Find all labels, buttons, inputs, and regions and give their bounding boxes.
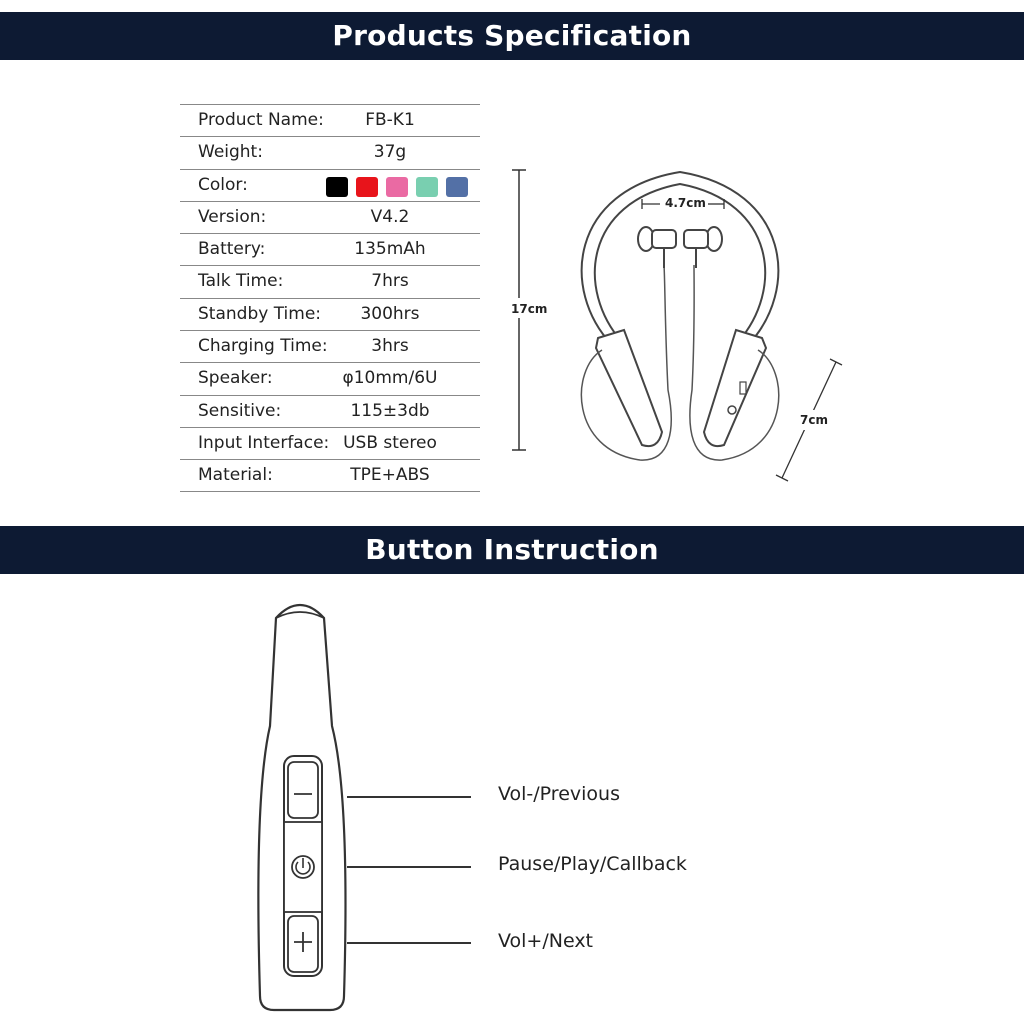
spec-label: Version: bbox=[198, 206, 267, 227]
spec-value: USB stereo bbox=[343, 432, 437, 453]
spec-row bbox=[180, 395, 480, 427]
color-swatches bbox=[326, 177, 468, 197]
spec-value: 3hrs bbox=[371, 336, 409, 357]
spec-label: Sensitive: bbox=[198, 400, 282, 421]
spec-value: FB-K1 bbox=[365, 110, 415, 130]
spec-label: Battery: bbox=[198, 239, 266, 260]
spec-value: 115±3db bbox=[350, 400, 430, 421]
spec-row bbox=[180, 427, 480, 459]
spec-row bbox=[180, 233, 480, 265]
spec-label: Weight: bbox=[198, 142, 263, 163]
depth-dimension-cap bbox=[776, 475, 788, 481]
spec-row bbox=[180, 362, 480, 394]
left-control-body bbox=[596, 330, 662, 446]
color-swatch-mint bbox=[416, 177, 438, 197]
pause-play-label: Pause/Play/Callback bbox=[498, 853, 687, 875]
spec-value: 135mAh bbox=[354, 239, 426, 260]
height-dimension-label: 17cm bbox=[511, 302, 548, 316]
depth-dimension-label: 7cm bbox=[800, 413, 828, 427]
spec-label: Color: bbox=[198, 174, 248, 195]
callout-line bbox=[347, 866, 471, 868]
right-control-body bbox=[704, 330, 766, 446]
spec-label: Input Interface: bbox=[198, 432, 330, 453]
color-swatch-red bbox=[356, 177, 378, 197]
spec-row bbox=[180, 136, 480, 168]
volume-down-button[interactable] bbox=[288, 762, 318, 818]
spec-label: Speaker: bbox=[198, 368, 273, 389]
color-swatch-pink bbox=[386, 177, 408, 197]
spec-row bbox=[180, 169, 480, 201]
color-swatch-blue bbox=[446, 177, 468, 197]
volume-up-button[interactable] bbox=[288, 916, 318, 972]
spec-row bbox=[180, 104, 480, 136]
spec-row bbox=[180, 459, 480, 491]
button-title: Button Instruction bbox=[365, 533, 659, 566]
spec-label: Product Name: bbox=[198, 110, 324, 130]
spec-title: Products Specification bbox=[332, 19, 692, 52]
spec-value: φ10mm/6U bbox=[342, 368, 438, 389]
spec-label: Material: bbox=[198, 465, 273, 486]
spec-value: 300hrs bbox=[360, 303, 420, 324]
spec-label: Talk Time: bbox=[198, 271, 284, 292]
spec-row bbox=[180, 201, 480, 233]
spec-value: 37g bbox=[373, 142, 407, 163]
spec-value: V4.2 bbox=[370, 206, 410, 227]
callout-line bbox=[347, 796, 471, 798]
power-button[interactable] bbox=[284, 822, 322, 912]
vol-up-label: Vol+/Next bbox=[498, 930, 594, 952]
spec-row bbox=[180, 298, 480, 330]
spec-label: Charging Time: bbox=[198, 336, 328, 357]
spec-row bbox=[180, 265, 480, 297]
button-title-banner bbox=[0, 526, 1024, 574]
spec-row bbox=[180, 330, 480, 362]
right-earbud-icon bbox=[684, 227, 722, 268]
left-earbud-icon bbox=[638, 227, 676, 268]
spec-value: TPE+ABS bbox=[350, 465, 430, 486]
color-swatch-black bbox=[326, 177, 348, 197]
spec-table bbox=[180, 104, 480, 492]
callout-line bbox=[347, 942, 471, 944]
spec-title-banner bbox=[0, 12, 1024, 60]
vol-down-label: Vol-/Previous bbox=[498, 783, 620, 805]
spec-value: 7hrs bbox=[371, 271, 409, 292]
depth-dimension-cap bbox=[830, 359, 842, 365]
spec-label: Standby Time: bbox=[198, 303, 322, 324]
control-unit-diagram bbox=[240, 596, 360, 1016]
earbud-width-label: 4.7cm bbox=[665, 196, 706, 210]
